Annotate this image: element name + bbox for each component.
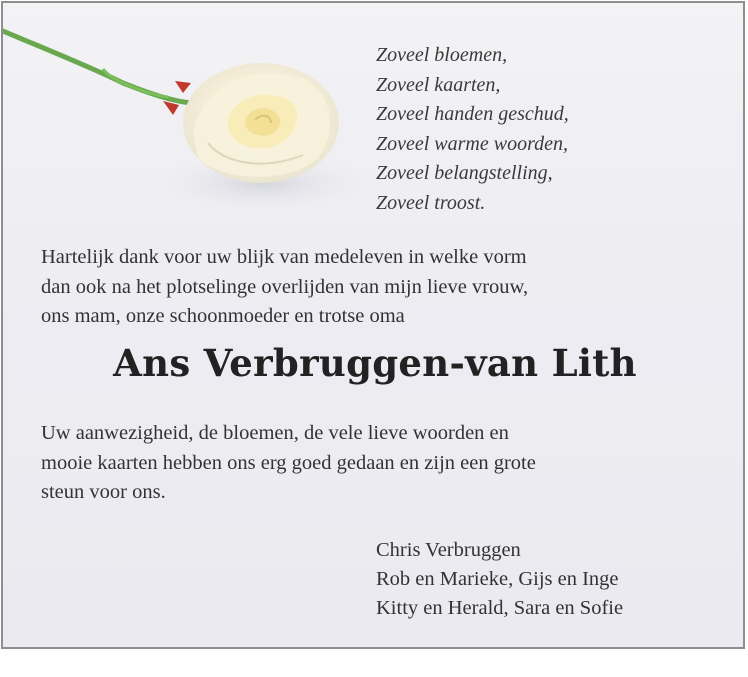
poem-line: Zoveel troost. [376,191,486,214]
deceased-name: Ans Verbruggen-van Lith [113,341,637,385]
paragraph-line: Hartelijk dank voor uw blijk van medeleven in welke vorm [41,246,527,268]
signatory: Rob en Marieke, Gijs en Inge [376,568,619,590]
poem-line: Zoveel warme woorden, [376,132,569,155]
paragraph-line: steun voor ons. [41,481,166,503]
poem [376,41,569,218]
paragraph-line: dan ook na het plotselinge overlijden van mijn lieve vrouw, [41,275,529,298]
paragraph-line: ons mam, onze schoonmoeder en trotse oma [41,305,405,327]
signatory: Chris Verbruggen [376,539,521,561]
poem-line: Zoveel belangstelling, [376,162,553,184]
thanks-paragraph [41,243,721,332]
paragraph-line: Uw aanwezigheid, de bloemen, de vele lieve woorden en [41,422,509,444]
paragraph-line: mooie kaarten hebben ons erg goed gedaan en zijn een grote [41,451,536,474]
notice-card [1,1,745,649]
signatories [376,536,623,623]
poem-line: Zoveel kaarten, [376,73,501,96]
white-rose-image [3,23,363,223]
signatory: Kitty en Herald, Sara en Sofie [376,597,624,619]
message-paragraph [41,419,721,508]
poem-line: Zoveel bloemen, [376,44,508,66]
rose-bloom [183,63,339,183]
poem-line: Zoveel handen geschud, [376,103,569,125]
